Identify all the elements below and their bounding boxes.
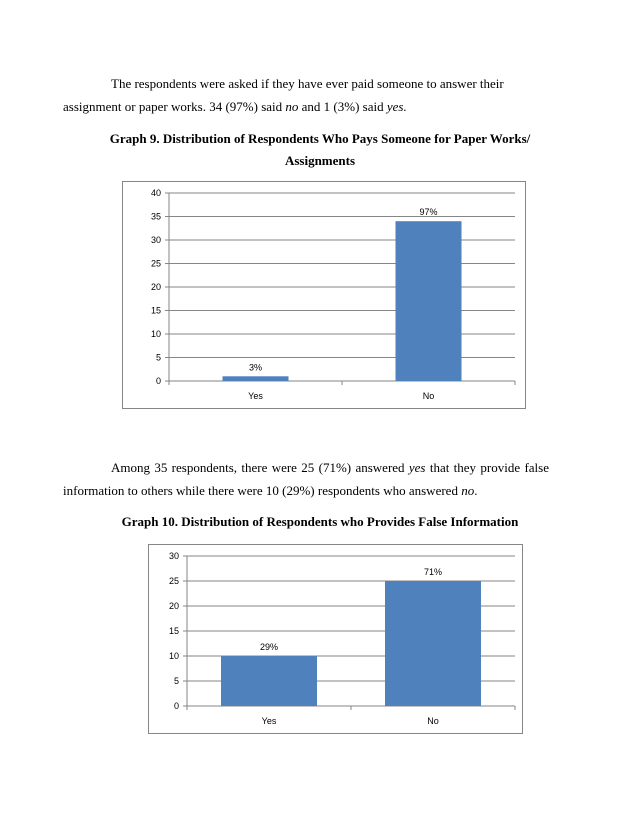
- paragraph-emphasis: yes.: [386, 99, 407, 114]
- y-tick-label: 5: [173, 676, 179, 686]
- paragraph-text: and 1 (3%) said: [298, 99, 387, 114]
- x-category-label: No: [427, 716, 439, 726]
- y-tick-label: 35: [150, 211, 161, 222]
- y-tick-label: 10: [150, 329, 161, 339]
- y-tick-label: 30: [168, 551, 179, 561]
- y-tick-label: 5: [155, 352, 161, 363]
- graph-10-caption: [100, 511, 540, 533]
- y-tick-label: 0: [155, 376, 161, 386]
- paragraph-emphasis: no: [461, 483, 475, 498]
- y-tick-label: 10: [168, 651, 179, 661]
- data-label-yes: 3%: [248, 362, 263, 373]
- y-tick-label: 20: [168, 601, 179, 611]
- y-tick-label: 25: [150, 258, 161, 269]
- bar-no: [385, 581, 481, 706]
- paragraph-text: The respondents were asked if they have ever paid someone to answer their assignment or paper works. 34 (97%) said: [63, 76, 504, 114]
- graph-9-chart: [122, 181, 526, 409]
- y-tick-label: 40: [150, 188, 161, 198]
- graph-10-chart: [148, 544, 523, 734]
- data-label-no: 71%: [423, 567, 443, 577]
- caption-line: Assignments: [284, 153, 356, 168]
- bar-yes: [223, 376, 289, 381]
- data-label-no: 97%: [419, 207, 438, 218]
- bar-no: [396, 221, 462, 381]
- paragraph-text: that they provide false information to others while there were 10 (29%) respondents who answered: [63, 460, 549, 498]
- graph-9-caption: [100, 128, 540, 172]
- paragraph-paid-someone: [63, 72, 549, 118]
- paragraph-emphasis: yes: [408, 460, 426, 475]
- paragraph-false-information: [63, 456, 549, 502]
- y-tick-label: 30: [150, 235, 161, 245]
- graph-10-plot: [149, 545, 522, 733]
- bar-yes: [221, 656, 317, 706]
- y-tick-label: 15: [150, 305, 161, 316]
- y-tick-label: 25: [168, 576, 179, 586]
- paragraph-text: Among 35 respondents, there were 25 (71%) answered: [111, 460, 409, 475]
- paragraph-text: .: [474, 483, 478, 498]
- caption-line: Graph 10. Distribution of Respondents who Provides False Information: [121, 514, 519, 529]
- x-category-label: No: [422, 391, 435, 401]
- caption-line: Graph 9. Distribution of Respondents Who Pays Someone for Paper Works/: [109, 131, 531, 146]
- data-label-yes: 29%: [259, 642, 279, 652]
- y-tick-label: 15: [168, 626, 179, 636]
- x-category-label: Yes: [261, 716, 277, 726]
- paragraph-emphasis: no: [285, 99, 299, 114]
- y-tick-label: 20: [150, 282, 161, 292]
- y-tick-label: 0: [173, 701, 179, 711]
- graph-9-plot: [123, 182, 525, 408]
- x-category-label: Yes: [248, 391, 263, 401]
